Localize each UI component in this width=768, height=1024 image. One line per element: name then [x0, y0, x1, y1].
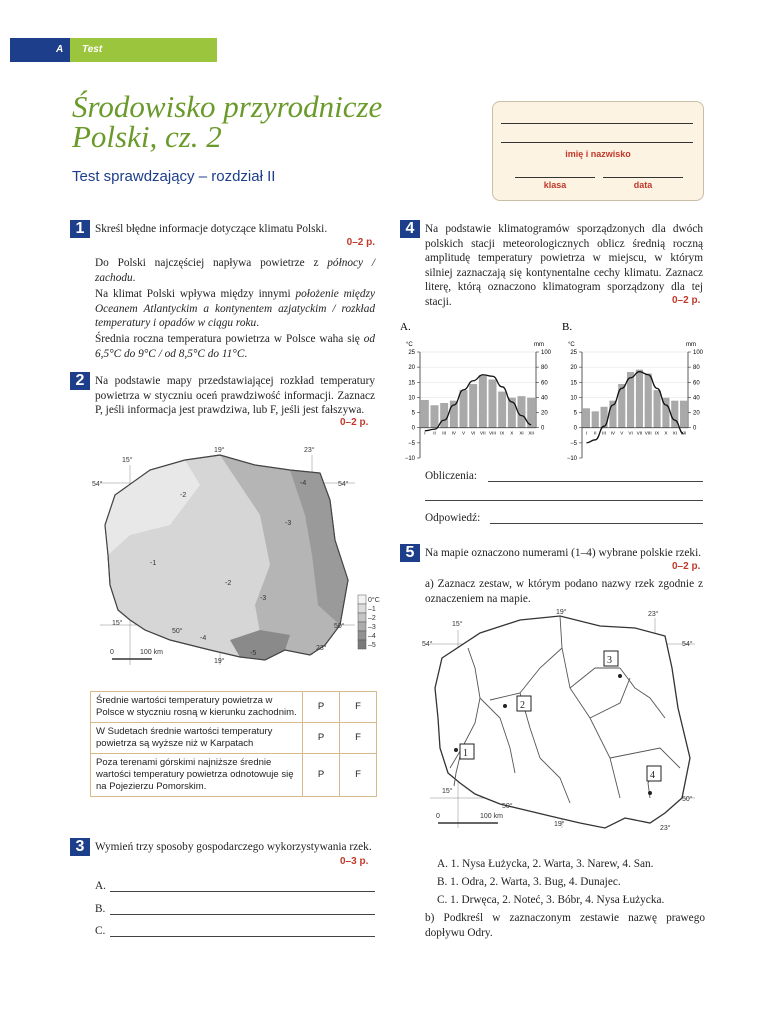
iso-label: -3 — [260, 595, 267, 602]
lat-label: 54° — [682, 641, 693, 648]
true-option[interactable]: P — [303, 692, 340, 723]
lon-label: 19° — [556, 609, 567, 616]
q1-statement-2[interactable]: Na klimat Polski wpływa między innymi położenie między Oceanem Atlantyckim a kontynentem azjatyckim / rozkład temperatury i opadów w ciągu roku. — [95, 288, 375, 329]
false-option[interactable]: F — [340, 692, 377, 723]
legend-label: –2 — [368, 615, 376, 622]
lon-label: 15° — [452, 621, 463, 628]
precip-bar — [591, 411, 599, 428]
q5-part-b: b) Podkreśl w zaznaczonym zestawie nazwę prawego dopływu Odry. — [425, 912, 705, 939]
tick-label-left: 15 — [408, 380, 415, 387]
legend-label: –1 — [368, 606, 376, 613]
month-label: VII — [480, 430, 486, 436]
page-subtitle: Test sprawdzający – rozdział II — [72, 168, 276, 185]
month-label: XII — [528, 430, 534, 436]
question-number-4: 4 — [400, 220, 420, 238]
svg-text:0: 0 — [436, 813, 440, 820]
precip-bar — [583, 408, 591, 428]
name-line-1[interactable] — [501, 123, 693, 124]
question-number-1: 1 — [70, 220, 90, 238]
lon-label: 19° — [214, 447, 225, 454]
q5-points: 0–2 p. — [672, 561, 701, 572]
calc-label: Obliczenia: — [425, 470, 478, 482]
calc-line-2[interactable] — [425, 500, 703, 501]
table-row — [91, 723, 377, 754]
q5-part-a: a) Zaznacz zestaw, w którym podano nazwy rzek zgodnie z oznaczeniem na mapie. — [425, 578, 703, 605]
month-label: I — [585, 430, 588, 436]
question-number-3: 3 — [70, 838, 90, 856]
calc-line-1[interactable] — [488, 481, 703, 482]
q3-answer-line-b[interactable] — [110, 914, 375, 915]
q2-instruction: Na podstawie mapy przedstawiającej rozkład temperatury powietrza w styczniu oceń prawdziwość informacji. Zaznacz P, jeśli informacja jest prawdziwa, lub F, jeśli jest fałszywa. — [95, 375, 375, 416]
tick-label-left: 5 — [573, 410, 577, 417]
tick-label-left: 15 — [570, 380, 577, 387]
tick-label-left: −5 — [570, 440, 577, 447]
precip-bar — [636, 369, 644, 427]
lat-label: 50° — [172, 628, 183, 635]
q5-instruction: Na mapie oznaczono numerami (1–4) wybrane polskie rzeki. — [425, 547, 702, 559]
answer-label: Odpowiedź: — [425, 512, 481, 524]
tick-label-right: 40 — [541, 395, 548, 402]
tick-label-right: 20 — [693, 410, 700, 417]
month-label: VI — [628, 430, 633, 436]
month-label: V — [620, 430, 624, 436]
precip-bar — [600, 407, 608, 428]
tick-label-left: 10 — [570, 395, 577, 402]
tick-label-right: 80 — [693, 365, 700, 372]
tick-label-left: 25 — [408, 350, 415, 356]
lon-label: 23° — [304, 447, 315, 454]
true-false-table — [90, 691, 377, 797]
legend-label: –4 — [368, 633, 376, 640]
iso-label: -2 — [225, 580, 232, 587]
iso-label: -4 — [300, 480, 307, 487]
iso-label: -4 — [200, 635, 207, 642]
answer-line[interactable] — [490, 523, 703, 524]
tick-label-left: 25 — [570, 350, 577, 356]
precip-bar — [644, 373, 652, 428]
tf-statement: Średnie wartości temperatury powietrza w Polsce w styczniu rosną w kierunku zachodnim. — [91, 692, 303, 723]
precip-bar — [459, 390, 467, 428]
student-info-box — [492, 101, 704, 201]
precip-bar — [488, 379, 496, 427]
scale-bar — [436, 813, 503, 823]
scale-bar — [110, 649, 163, 659]
q5-option-a[interactable]: A. 1. Nysa Łużycka, 2. Warta, 3. Narew, 4. San. — [437, 858, 654, 870]
lon-label: 15° — [442, 788, 453, 795]
iso-label: -1 — [150, 560, 157, 567]
q3-answer-label-c: C. — [95, 925, 106, 937]
tick-label-right: 60 — [693, 380, 700, 387]
lon-label: 23° — [660, 825, 671, 832]
svg-text:100 km: 100 km — [140, 649, 163, 656]
legend-swatch — [358, 640, 366, 649]
month-label: II — [433, 430, 436, 436]
precip-bar — [430, 405, 438, 428]
tick-label-left: −10 — [404, 456, 415, 462]
temperature-legend — [358, 595, 380, 649]
q1-points: 0–2 p. — [346, 236, 375, 248]
month-label: III — [602, 430, 607, 436]
q2-points: 0–2 p. — [340, 417, 369, 428]
month-label: II — [593, 430, 597, 436]
lon-label: 19° — [554, 821, 565, 828]
precip-bar — [440, 403, 448, 428]
tf-statement: W Sudetach średnie wartości temperatury powietrza są wyższe niż w Karpatach — [91, 723, 303, 754]
month-label: IV — [451, 430, 457, 436]
month-label: X — [664, 430, 668, 436]
lat-label: 54° — [422, 641, 433, 648]
true-option[interactable]: P — [303, 723, 340, 754]
legend-swatch — [358, 613, 366, 622]
y-axis-unit-left: °C — [406, 342, 413, 348]
y-axis-unit-right: mm — [686, 342, 696, 348]
month-label: VI — [470, 430, 476, 436]
svg-text:0: 0 — [110, 649, 114, 656]
legend-label: –5 — [368, 642, 376, 649]
iso-label: -5 — [250, 650, 257, 657]
month-label: I — [424, 430, 426, 436]
lon-label: 15° — [112, 620, 123, 627]
climatogram-b — [560, 318, 710, 463]
month-label: IX — [654, 430, 660, 436]
climatogram-title: B. — [562, 321, 573, 333]
month-label: VIII — [644, 430, 652, 436]
section-tag: Test — [82, 44, 103, 55]
iso-label: -2 — [180, 492, 187, 499]
name-label: imię i nazwisko — [565, 149, 631, 159]
lat-label: 54° — [92, 481, 103, 488]
lat-label: 54° — [338, 481, 349, 488]
y-axis-unit-left: °C — [568, 342, 575, 348]
tick-label-left: −5 — [408, 440, 415, 447]
q5-option-c[interactable]: C. 1. Drwęca, 2. Noteć, 3. Bóbr, 4. Nysa Łużycka. — [437, 894, 665, 906]
section-badge: A — [10, 38, 70, 62]
name-line-2[interactable] — [501, 142, 693, 143]
header-bar — [10, 38, 217, 62]
svg-text:1: 1 — [463, 748, 468, 759]
climatogram-a — [398, 318, 558, 463]
precip-bar — [653, 390, 661, 428]
y-axis-unit-right: mm — [534, 342, 544, 348]
svg-text:100 km: 100 km — [480, 813, 503, 820]
tick-label-right: 60 — [541, 380, 548, 387]
tick-label-right: 20 — [541, 410, 548, 417]
q1-statement-3[interactable]: Średnia roczna temperatura powietrza w Polsce waha się od 6,5°C do 9°C / od 8,5°C do 11°C. — [95, 333, 375, 360]
tick-label-right: 0 — [541, 425, 545, 432]
tick-label-left: 20 — [408, 365, 415, 372]
q3-instruction: Wymień trzy sposoby gospodarczego wykorzystywania rzek. — [95, 841, 372, 853]
date-line[interactable] — [603, 177, 683, 178]
rivers-map — [420, 608, 705, 833]
climatogram-title: A. — [400, 321, 411, 333]
class-line[interactable] — [515, 177, 595, 178]
tick-label-left: 0 — [411, 425, 415, 432]
iso-label: -3 — [285, 520, 292, 527]
false-option[interactable]: F — [340, 723, 377, 754]
true-option[interactable]: P — [303, 754, 340, 797]
tick-label-right: 100 — [693, 350, 704, 356]
q3-answer-label-b: B. — [95, 903, 106, 915]
poland-outline — [435, 616, 690, 828]
tick-label-right: 40 — [693, 395, 700, 402]
legend-swatch — [358, 595, 366, 604]
lon-label: 19° — [214, 658, 225, 665]
legend-label: –3 — [368, 624, 376, 631]
month-label: V — [461, 430, 466, 436]
month-label: IX — [499, 430, 505, 436]
q4-points: 0–2 p. — [672, 295, 701, 306]
lon-label: 15° — [122, 457, 133, 464]
legend-swatch — [358, 622, 366, 631]
svg-text:3: 3 — [607, 655, 612, 666]
month-label: X — [510, 430, 514, 436]
precip-bar — [680, 400, 688, 427]
svg-text:4: 4 — [650, 770, 655, 781]
lat-label: 50° — [502, 803, 513, 810]
q4-instruction: Na podstawie klimatogramów sporządzonych dla dwóch polskich stacji meteorologicznych oblicz średnią roczną amplitudę temperatury powietrza w miejscu, w którym silniej zaznaczają się kontynentalne cechy klimatu. Zaznacz literę, którą oznaczono klimatogram sporządzony dla tej stacji. — [425, 223, 703, 308]
tick-label-right: 0 — [693, 425, 697, 432]
month-label: VIII — [489, 430, 496, 436]
precip-bar — [479, 375, 487, 428]
question-number-2: 2 — [70, 372, 90, 390]
svg-text:2: 2 — [520, 700, 525, 711]
tick-label-left: 0 — [573, 425, 577, 432]
legend-label: 0°C — [368, 597, 380, 604]
q3-answer-label-a: A. — [95, 880, 106, 892]
month-label: XI — [672, 430, 677, 436]
lat-label: 50° — [334, 623, 345, 630]
legend-swatch — [358, 631, 366, 640]
table-row — [91, 754, 377, 797]
table-row — [91, 692, 377, 723]
temperature-map — [90, 445, 385, 670]
q3-points: 0–3 p. — [340, 856, 369, 867]
tick-label-right: 80 — [541, 365, 548, 372]
page-title: Środowisko przyrodnicze Polski, cz. 2 — [72, 89, 383, 154]
tf-statement: Poza terenami górskimi najniższe średnie wartości temperatury powietrza odnotowuje się na Pojezierzu Pomorskim. — [91, 754, 303, 797]
lon-label: 23° — [316, 645, 327, 652]
legend-swatch — [358, 604, 366, 613]
tick-label-left: 5 — [411, 410, 415, 417]
false-option[interactable]: F — [340, 754, 377, 797]
precip-bar — [498, 391, 506, 427]
lat-label: 50° — [682, 796, 693, 803]
month-label: IV — [610, 430, 616, 436]
question-number-5: 5 — [400, 544, 420, 562]
tick-label-right: 100 — [541, 350, 552, 356]
class-label: klasa — [543, 180, 567, 190]
month-label: XI — [519, 430, 524, 436]
tick-label-left: 10 — [408, 395, 415, 402]
q1-instruction: Skreśl błędne informacje dotyczące klimatu Polski. 0–2 p. — [95, 223, 375, 248]
q5-option-b[interactable]: B. 1. Odra, 2. Warta, 3. Bug, 4. Dunajec. — [437, 876, 621, 888]
precip-bar — [421, 400, 429, 428]
q3-answer-line-c[interactable] — [110, 936, 375, 937]
date-label: data — [633, 180, 653, 190]
lon-label: 23° — [648, 611, 659, 618]
tick-label-left: 20 — [570, 365, 577, 372]
month-label: XII — [680, 430, 687, 436]
precip-bar — [469, 384, 477, 428]
q1-statement-1[interactable]: Do Polski najczęściej napływa powietrze z północy / zachodu. — [95, 257, 375, 284]
q3-answer-line-a[interactable] — [110, 891, 375, 892]
month-label: III — [442, 430, 447, 436]
month-label: VII — [636, 430, 643, 436]
tick-label-left: −10 — [566, 456, 577, 462]
